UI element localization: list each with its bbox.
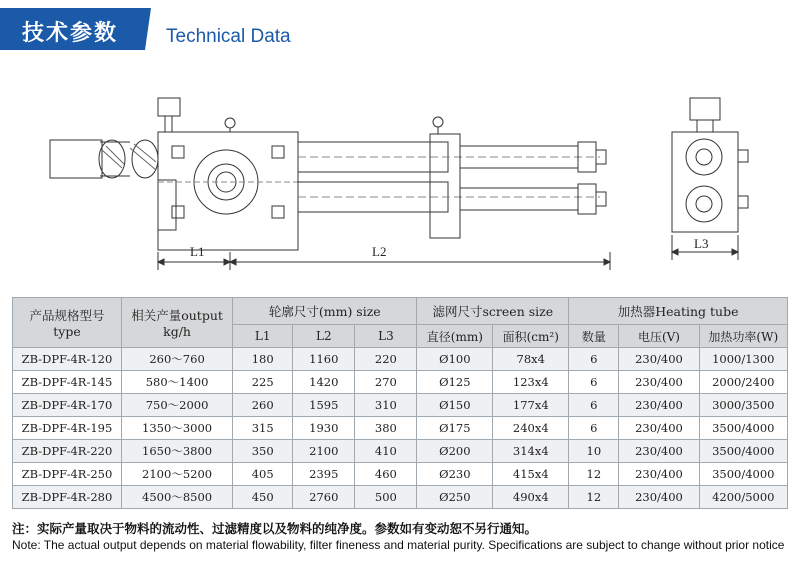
cell-qty: 10 bbox=[569, 440, 619, 463]
cell-area: 415x4 bbox=[493, 463, 569, 486]
cell-l1: 450 bbox=[233, 486, 293, 509]
cell-l1: 405 bbox=[233, 463, 293, 486]
cell-l3: 220 bbox=[355, 348, 417, 371]
cell-area: 240x4 bbox=[493, 417, 569, 440]
col-screen-dia: 直径(mm) bbox=[417, 325, 493, 348]
cell-dia: Ø200 bbox=[417, 440, 493, 463]
cell-qty: 6 bbox=[569, 348, 619, 371]
col-heat-voltage: 电压(V) bbox=[619, 325, 699, 348]
cell-l1: 180 bbox=[233, 348, 293, 371]
table-row bbox=[13, 348, 788, 371]
cell-voltage: 230/400 bbox=[619, 486, 699, 509]
cell-qty: 6 bbox=[569, 394, 619, 417]
cell-l1: 260 bbox=[233, 394, 293, 417]
main-body bbox=[158, 132, 298, 250]
cell-l3: 500 bbox=[355, 486, 417, 509]
cell-area: 177x4 bbox=[493, 394, 569, 417]
cell-l2: 1420 bbox=[293, 371, 355, 394]
cell-power: 3500/4000 bbox=[699, 417, 787, 440]
col-size-group: 轮廓尺寸(mm) size bbox=[233, 298, 417, 325]
col-l1: L1 bbox=[233, 325, 293, 348]
cell-l2: 1595 bbox=[293, 394, 355, 417]
cell-qty: 6 bbox=[569, 371, 619, 394]
cell-output: 260～760 bbox=[121, 348, 232, 371]
col-model bbox=[13, 298, 122, 348]
cell-l2: 1160 bbox=[293, 348, 355, 371]
cell-dia: Ø230 bbox=[417, 463, 493, 486]
cell-l3: 410 bbox=[355, 440, 417, 463]
cell-qty: 12 bbox=[569, 463, 619, 486]
cell-l2: 1930 bbox=[293, 417, 355, 440]
cell-voltage: 230/400 bbox=[619, 417, 699, 440]
cell-output: 580～1400 bbox=[121, 371, 232, 394]
cell-area: 123x4 bbox=[493, 371, 569, 394]
col-screen-area: 面积(cm²) bbox=[493, 325, 569, 348]
cell-l3: 270 bbox=[355, 371, 417, 394]
header-tab bbox=[0, 8, 145, 50]
table-row bbox=[13, 440, 788, 463]
dim-l1-label: L1 bbox=[190, 244, 205, 259]
cell-area: 314x4 bbox=[493, 440, 569, 463]
cell-output: 1650～3800 bbox=[121, 440, 232, 463]
dim-l3-label: L3 bbox=[694, 236, 709, 251]
cell-type: ZB-DPF-4R-145 bbox=[13, 371, 122, 394]
cell-voltage: 230/400 bbox=[619, 348, 699, 371]
cell-area: 78x4 bbox=[493, 348, 569, 371]
cell-dia: Ø250 bbox=[417, 486, 493, 509]
table-row bbox=[13, 417, 788, 440]
cell-l3: 460 bbox=[355, 463, 417, 486]
col-heat-qty: 数量 bbox=[569, 325, 619, 348]
header-title-cn: 技术参数 bbox=[22, 21, 119, 46]
cell-dia: Ø175 bbox=[417, 417, 493, 440]
cell-l3: 380 bbox=[355, 417, 417, 440]
col-output bbox=[121, 298, 232, 348]
cell-l3: 310 bbox=[355, 394, 417, 417]
cell-l2: 2395 bbox=[293, 463, 355, 486]
cell-l1: 225 bbox=[233, 371, 293, 394]
cell-type: ZB-DPF-4R-250 bbox=[13, 463, 122, 486]
col-output-cn: 相关产量output bbox=[131, 308, 223, 323]
cell-dia: Ø125 bbox=[417, 371, 493, 394]
col-l3: L3 bbox=[355, 325, 417, 348]
cell-voltage: 230/400 bbox=[619, 463, 699, 486]
cell-voltage: 230/400 bbox=[619, 440, 699, 463]
cell-dia: Ø150 bbox=[417, 394, 493, 417]
cell-power: 1000/1300 bbox=[699, 348, 787, 371]
hydraulic-rods bbox=[298, 134, 606, 238]
cell-l1: 315 bbox=[233, 417, 293, 440]
cell-type: ZB-DPF-4R-220 bbox=[13, 440, 122, 463]
junction-box bbox=[158, 98, 443, 134]
cell-power: 3000/3500 bbox=[699, 394, 787, 417]
table-row bbox=[13, 394, 788, 417]
cell-output: 4500～8500 bbox=[121, 486, 232, 509]
spec-table bbox=[12, 297, 788, 509]
cell-l2: 2760 bbox=[293, 486, 355, 509]
note-cn: 注：实际产量取决于物料的流动性、过滤精度以及物料的纯净度。参数如有变动恕不另行通知。 bbox=[12, 521, 538, 536]
col-screen-group: 滤网尺寸screen size bbox=[417, 298, 569, 325]
cell-l1: 350 bbox=[233, 440, 293, 463]
cell-l2: 2100 bbox=[293, 440, 355, 463]
cell-type: ZB-DPF-4R-120 bbox=[13, 348, 122, 371]
cell-qty: 12 bbox=[569, 486, 619, 509]
col-model-cn: 产品规格型号 bbox=[29, 308, 105, 323]
col-model-en: type bbox=[53, 324, 81, 339]
side-view bbox=[672, 98, 748, 260]
cell-output: 1350～3000 bbox=[121, 417, 232, 440]
table-row bbox=[13, 463, 788, 486]
left-cylinders bbox=[50, 140, 158, 178]
cell-voltage: 230/400 bbox=[619, 371, 699, 394]
col-output-unit: kg/h bbox=[163, 324, 191, 339]
technical-drawing bbox=[0, 70, 800, 290]
col-l2: L2 bbox=[293, 325, 355, 348]
cell-power: 3500/4000 bbox=[699, 463, 787, 486]
cell-voltage: 230/400 bbox=[619, 394, 699, 417]
table-row bbox=[13, 371, 788, 394]
col-heat-power: 加热功率(W) bbox=[699, 325, 787, 348]
cell-output: 2100～5200 bbox=[121, 463, 232, 486]
table-header-row bbox=[13, 298, 788, 325]
cell-qty: 6 bbox=[569, 417, 619, 440]
table-body bbox=[13, 348, 788, 509]
cell-area: 490x4 bbox=[493, 486, 569, 509]
cell-type: ZB-DPF-4R-195 bbox=[13, 417, 122, 440]
cell-type: ZB-DPF-4R-170 bbox=[13, 394, 122, 417]
cell-power: 4200/5000 bbox=[699, 486, 787, 509]
col-heating-group: 加热器Heating tube bbox=[569, 298, 788, 325]
header-notch bbox=[145, 8, 151, 50]
cell-type: ZB-DPF-4R-280 bbox=[13, 486, 122, 509]
table-row bbox=[13, 486, 788, 509]
cell-power: 2000/2400 bbox=[699, 371, 787, 394]
cell-dia: Ø100 bbox=[417, 348, 493, 371]
dim-l2-label: L2 bbox=[372, 244, 387, 259]
header-title-en: Technical Data bbox=[166, 26, 291, 47]
cell-output: 750～2000 bbox=[121, 394, 232, 417]
cell-power: 3500/4000 bbox=[699, 440, 787, 463]
note-en: Note: The actual output depends on material flowability, filter fineness and material purity. Specifications are subject to change without prior notice bbox=[12, 538, 785, 552]
